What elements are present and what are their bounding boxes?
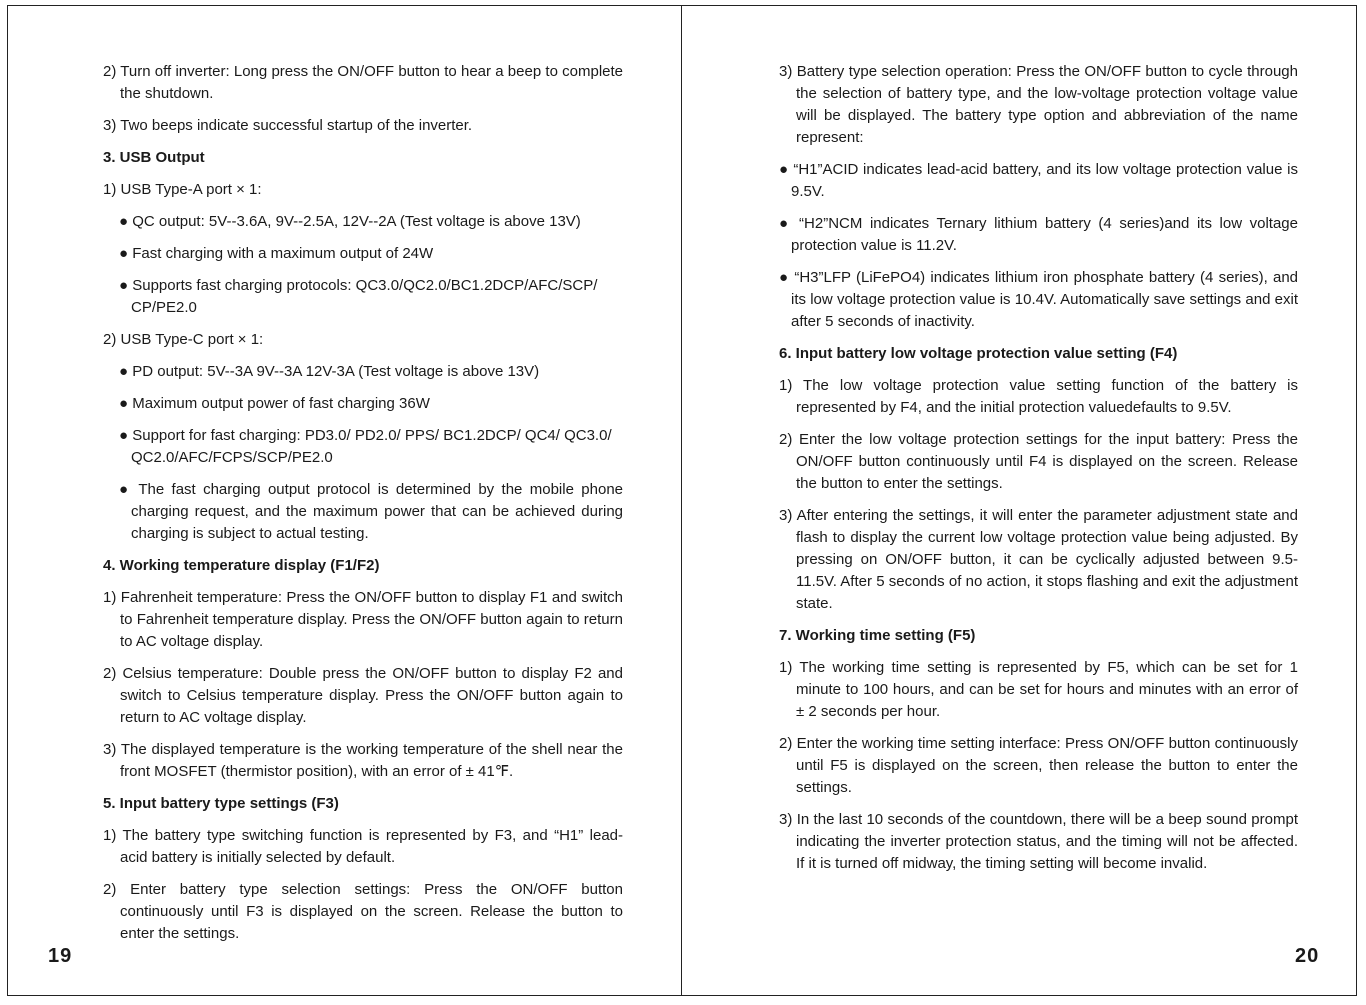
paragraph: 1) The working time setting is represented by F5, which can be set for 1 minute to 100 hours, and can be set for hours and minutes with an error of ± 2 seconds per hour.	[779, 659, 1298, 720]
bullet-item: ● Supports fast charging protocols: QC3.0/QC2.0/BC1.2DCP/AFC/SCP/ CP/PE2.0	[119, 277, 598, 316]
paragraph: 2) Enter the working time setting interface: Press ON/OFF button continuously until F5 is displayed on the screen, then release the button to enter the settings.	[779, 735, 1298, 796]
section-heading: 4. Working temperature display (F1/F2)	[103, 557, 380, 574]
right-page-content	[779, 61, 1298, 885]
page-number: 19	[48, 945, 73, 967]
paragraph: 2) Enter the low voltage protection settings for the input battery: Press the ON/OFF button continuously until F4 is displayed on the screen. Release the button to enter the settings.	[779, 431, 1298, 492]
page-19	[0, 0, 680, 1005]
bullet-item: ● Support for fast charging: PD3.0/ PD2.0/ PPS/ BC1.2DCP/ QC4/ QC3.0/ QC2.0/AFC/FCPS/SCP/PE2.0	[119, 427, 612, 466]
paragraph: 3) Two beeps indicate successful startup of the inverter.	[103, 117, 473, 134]
section-heading: 3. USB Output	[103, 149, 205, 166]
paragraph: 1) The battery type switching function is represented by F3, and “H1” lead-acid battery is initially selected by default.	[103, 827, 623, 866]
page-20	[683, 0, 1363, 1005]
bullet-item: ● PD output: 5V--3A 9V--3A 12V-3A (Test voltage is above 13V)	[119, 363, 540, 380]
bullet-item: ● Fast charging with a maximum output of 24W	[119, 245, 434, 262]
page-divider	[681, 5, 682, 996]
page-number: 20	[1295, 945, 1320, 967]
paragraph: 3) Battery type selection operation: Press the ON/OFF button to cycle through the selection of battery type, and the low-voltage protection voltage value will be displayed. The battery type option and abbreviation of the name represent:	[779, 63, 1298, 146]
paragraph: 2) USB Type-C port × 1:	[103, 331, 264, 348]
paragraph: 3) In the last 10 seconds of the countdown, there will be a beep sound prompt indicating the inverter protection status, and the timing will not be affected. If it is turned off midway, the timing setting will become invalid.	[779, 811, 1298, 872]
left-page-content	[103, 61, 623, 955]
paragraph: 1) The low voltage protection value setting function of the battery is represented by F4, and the initial protection valuedefaults to 9.5V.	[779, 377, 1298, 416]
paragraph: 1) Fahrenheit temperature: Press the ON/OFF button to display F1 and switch to Fahrenheit temperature display. Press the ON/OFF button again to return to AC voltage display.	[103, 589, 623, 650]
paragraph: 2) Enter battery type selection settings: Press the ON/OFF button continuously until F3 is displayed on the screen. Release the button to enter the settings.	[103, 881, 623, 942]
bullet-item: ● “H2”NCM indicates Ternary lithium battery (4 series)and its low voltage protection value is 11.2V.	[779, 215, 1298, 254]
paragraph: 2) Celsius temperature: Double press the ON/OFF button to display F2 and switch to Celsius temperature display. Press the ON/OFF button again to return to AC voltage display.	[103, 665, 623, 726]
bullet-item: ● “H3”LFP (LiFePO4) indicates lithium iron phosphate battery (4 series), and its low voltage protection value is 10.4V. Automatically save settings and exit after 5 seconds of inactivity.	[779, 269, 1298, 330]
paragraph: 3) The displayed temperature is the working temperature of the shell near the front MOSFET (thermistor position), with an error of ± 41℉.	[103, 741, 623, 780]
paragraph: 3) After entering the settings, it will enter the parameter adjustment state and flash to display the current low voltage protection value being adjusted. By pressing on ON/OFF button, it can be cyclically adjusted between 9.5-11.5V. After 5 seconds of no action, it stops flashing and exit the adjustment state.	[779, 507, 1298, 612]
paragraph: 2) Turn off inverter: Long press the ON/OFF button to hear a beep to complete the shutdown.	[103, 63, 623, 102]
section-heading: 7. Working time setting (F5)	[779, 627, 976, 644]
section-heading: 5. Input battery type settings (F3)	[103, 795, 339, 812]
bullet-item: ● QC output: 5V--3.6A, 9V--2.5A, 12V--2A (Test voltage is above 13V)	[119, 213, 581, 230]
paragraph: 1) USB Type-A port × 1:	[103, 181, 262, 198]
bullet-item: ● “H1”ACID indicates lead-acid battery, and its low voltage protection value is 9.5V.	[779, 161, 1298, 200]
bullet-item: ● Maximum output power of fast charging 36W	[119, 395, 430, 412]
section-heading: 6. Input battery low voltage protection value setting (F4)	[779, 345, 1178, 362]
bullet-item: ● The fast charging output protocol is determined by the mobile phone charging request, and the maximum power that can be achieved during charging is subject to actual testing.	[119, 481, 623, 542]
